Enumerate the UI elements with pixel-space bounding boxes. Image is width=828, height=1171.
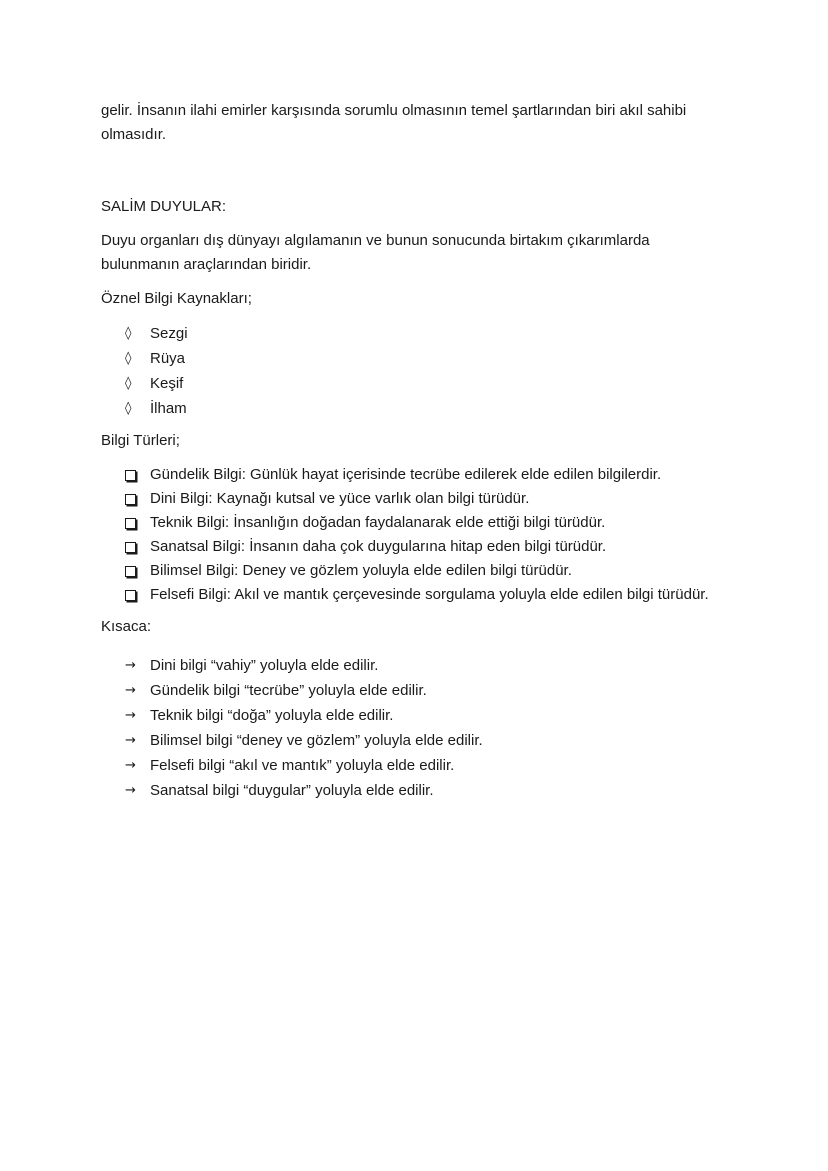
arrow-right-icon: → [125, 658, 136, 673]
list-item: Bilimsel Bilgi: Deney ve gözlem yoluyla elde edilen bilgi türüdür. [101, 559, 721, 583]
section-heading: SALİM DUYULAR: [101, 198, 227, 215]
list-item: → Bilimsel bilgi “deney ve gözlem” yoluyla elde edilir. [101, 728, 721, 753]
arrow-right-icon: → [125, 758, 136, 773]
list-item: Sanatsal Bilgi: İnsanın daha çok duygularına hitap eden bilgi türüdür. [101, 535, 721, 559]
summary-list [101, 653, 721, 803]
list-item: → Sanatsal bilgi “duygular” yoluyla elde edilir. [101, 778, 721, 803]
list-item: ◊ Keşif [101, 371, 721, 396]
diamond-icon: ◊ [125, 351, 132, 366]
list-item: ◊ İlham [101, 396, 721, 421]
list-item: → Gündelik bilgi “tecrübe” yoluyla elde edilir. [101, 678, 721, 703]
list-item: → Felsefi bilgi “akıl ve mantık” yoluyla elde edilir. [101, 753, 721, 778]
diamond-icon: ◊ [125, 326, 132, 341]
list-item: → Dini bilgi “vahiy” yoluyla elde edilir. [101, 653, 721, 678]
subjective-sources-list [101, 321, 721, 421]
intro-paragraph: gelir. İnsanın ilahi emirler karşısında sorumlu olmasının temel şartlarından biri akıl sahibi olmasıdır. [101, 102, 687, 143]
checkbox-square-icon [125, 463, 141, 490]
summary-title: Kısaca: [101, 618, 152, 635]
checkbox-square-icon [125, 535, 141, 562]
diamond-icon: ◊ [125, 401, 132, 416]
arrow-right-icon: → [125, 683, 136, 698]
list-item: Gündelik Bilgi: Günlük hayat içerisinde tecrübe edilerek elde edilen bilgilerdir. [101, 463, 721, 487]
subjective-sources-title: Öznel Bilgi Kaynakları; [101, 290, 252, 307]
list-item: Teknik Bilgi: İnsanlığın doğadan faydalanarak elde ettiği bilgi türüdür. [101, 511, 721, 535]
arrow-right-icon: → [125, 708, 136, 723]
arrow-right-icon: → [125, 783, 136, 798]
knowledge-types-list [101, 463, 721, 607]
list-item: ◊ Sezgi [101, 321, 721, 346]
checkbox-square-icon [125, 583, 141, 610]
list-item: ◊ Rüya [101, 346, 721, 371]
list-item: Dini Bilgi: Kaynağı kutsal ve yüce varlık olan bilgi türüdür. [101, 487, 721, 511]
checkbox-square-icon [125, 559, 141, 586]
list-item: → Teknik bilgi “doğa” yoluyla elde edilir. [101, 703, 721, 728]
knowledge-types-title: Bilgi Türleri; [101, 432, 180, 449]
checkbox-square-icon [125, 511, 141, 538]
diamond-icon: ◊ [125, 376, 132, 391]
list-item: Felsefi Bilgi: Akıl ve mantık çerçevesinde sorgulama yoluyla elde edilen bilgi türüdür. [101, 583, 721, 607]
checkbox-square-icon [125, 487, 141, 514]
document-page [101, 99, 721, 811]
section-paragraph: Duyu organları dış dünyayı algılamanın ve bunun sonucunda birtakım çıkarımlarda bulunmanın araçlarından biridir. [101, 232, 650, 273]
arrow-right-icon: → [125, 733, 136, 748]
